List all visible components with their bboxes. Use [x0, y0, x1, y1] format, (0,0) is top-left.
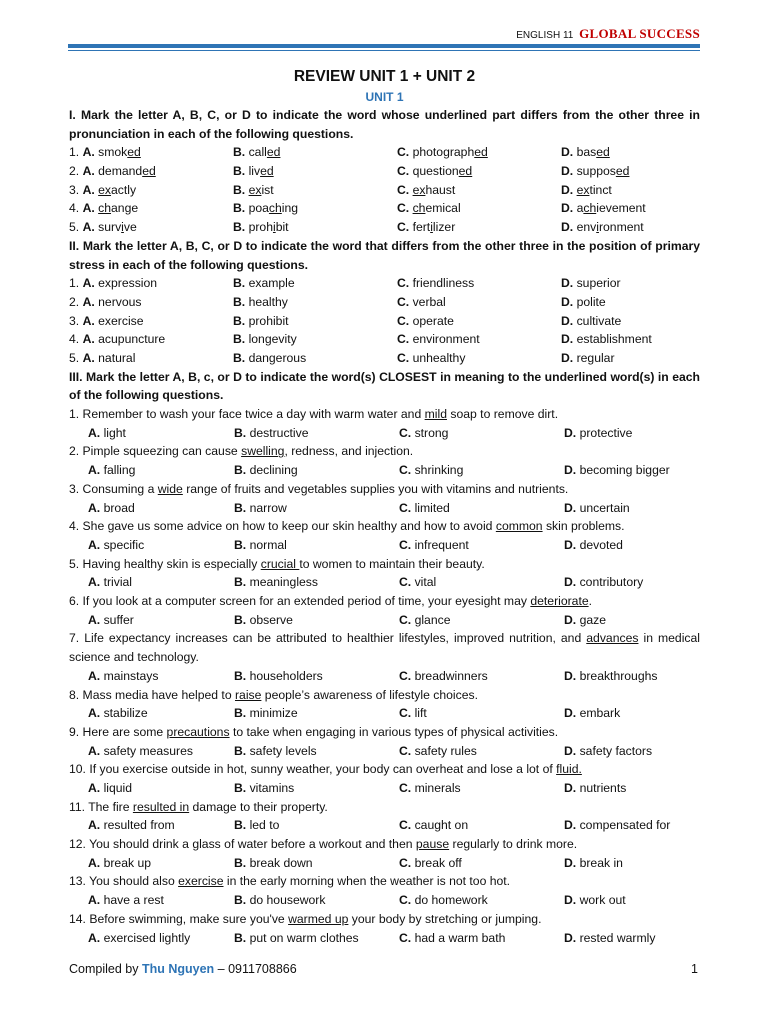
question-stem: 9. Here are some precautions to take when engaging in various types of physical activities. [69, 724, 559, 739]
question-stem: 13. You should also exercise in the early morning when the weather is not too hot. [69, 874, 511, 889]
header-rule-thin [68, 50, 700, 51]
answer-row: A. exercised lightly B. put on warm clothes C. had a warm bath D. rested warmly [88, 930, 656, 945]
question-row: 3. A. exercise B. prohibit C. operate D. cultivate [69, 313, 622, 328]
section-2-questions [69, 274, 700, 367]
question-stem: 12. You should drink a glass of water before a workout and then pause regularly to drink more. [69, 837, 578, 852]
answer-row: A. trivial B. meaningless C. vital D. contributory [88, 575, 644, 590]
question-row: 3. A. exactly B. exist C. exhaust D. extinct [69, 182, 612, 197]
footer-credit [69, 962, 297, 976]
question-row: 5. A. natural B. dangerous C. unhealthy D. regular [69, 351, 615, 365]
section-2-instruction: II. Mark the letter A, B, C, or D to indicate the word that differs from the other three in the position of primary stress in each of the following questions. [69, 238, 700, 272]
page-header [516, 26, 700, 42]
question-stem: 8. Mass media have helped to raise people’s awareness of lifestyle choices. [69, 687, 478, 702]
question-row: 2. A. nervous B. healthy C. verbal D. polite [69, 294, 606, 309]
question-row: 2. A. demanded B. lived C. questioned D. supposed [69, 164, 630, 179]
footer-phone: – 0911708866 [214, 962, 297, 976]
answer-row: A. resulted from B. led to C. caught on D. compensated for [88, 818, 671, 833]
answer-row: A. mainstays B. householders C. breadwinners D. breakthroughs [88, 668, 658, 683]
section-3-questions [69, 405, 700, 947]
answer-row: A. broad B. narrow C. limited D. uncertain [88, 500, 630, 515]
worksheet [69, 66, 700, 947]
footer-compiled-label: Compiled by [69, 962, 139, 976]
question-row: 5. A. survive B. prohibit C. fertilizer D. environment [69, 220, 644, 235]
answer-row: A. light B. destructive C. strong D. protective [88, 425, 633, 440]
question-row: 1. A. smoked B. called C. photographed D. based [69, 145, 610, 160]
answer-row: A. break up B. break down C. break off D. break in [88, 855, 623, 870]
section-1-questions [69, 143, 700, 236]
page-footer [69, 962, 698, 976]
section-1-instruction: I. Mark the letter A, B, C, or D to indicate the word whose underlined part differs from the other three in pronunciation in each of the following questions. [69, 108, 700, 141]
header-brand: GLOBAL SUCCESS [579, 26, 700, 41]
section-3-instruction: III. Mark the letter A, B, c, or D to indicate the word(s) CLOSEST in meaning to the underlined word(s) in each of the following questions. [69, 369, 700, 403]
question-row: 4. A. change B. poaching C. chemical D. achievement [69, 201, 646, 216]
footer-author: Thu Nguyen [141, 962, 215, 976]
question-stem: 5. Having healthy skin is especially crucial to women to maintain their beauty. [69, 556, 485, 571]
question-stem: 2. Pimple squeezing can cause swelling, redness, and injection. [69, 444, 414, 459]
question-stem: 10. If you exercise outside in hot, sunny weather, your body can overheat and lose a lot of fluid. [69, 762, 582, 777]
question-stem: 7. Life expectancy increases can be attributed to healthier lifestyles, improved nutrition, and advances in medical science and technology. [69, 631, 700, 665]
question-stem: 3. Consuming a wide range of fruits and vegetables supplies you with vitamins and nutrients. [69, 481, 569, 496]
question-row: 1. A. expression B. example C. friendliness D. superior [69, 276, 621, 291]
page-title: REVIEW UNIT 1 + UNIT 2 [293, 68, 476, 85]
answer-row: A. suffer B. observe C. glance D. gaze [88, 612, 607, 627]
answer-row: A. liquid B. vitamins C. minerals D. nutrients [88, 781, 627, 796]
question-stem: 4. She gave us some advice on how to keep our skin healthy and how to avoid common skin problems. [69, 519, 625, 534]
question-stem: 1. Remember to wash your face twice a day with warm water and mild soap to remove dirt. [69, 407, 559, 422]
header-rule [68, 44, 700, 48]
answer-row: A. stabilize B. minimize C. lift D. embark [88, 706, 621, 721]
question-stem: 11. The fire resulted in damage to their property. [69, 799, 328, 814]
answer-row: A. specific B. normal C. infrequent D. devoted [88, 537, 623, 552]
question-row: 4. A. acupuncture B. longevity C. environment D. establishment [69, 332, 652, 347]
header-course: ENGLISH 11 [516, 30, 574, 41]
question-stem: 14. Before swimming, make sure you've warmed up your body by stretching or jumping. [69, 911, 542, 926]
answer-row: A. have a rest B. do housework C. do homework D. work out [88, 893, 626, 908]
answer-row: A. falling B. declining C. shrinking D. becoming bigger [88, 463, 670, 478]
page-number: 1 [691, 962, 698, 976]
question-stem: 6. If you look at a computer screen for an extended period of time, your eyesight may deteriorate. [69, 594, 592, 609]
answer-row: A. safety measures B. safety levels C. safety rules D. safety factors [88, 743, 653, 758]
unit-heading: UNIT 1 [365, 90, 404, 104]
